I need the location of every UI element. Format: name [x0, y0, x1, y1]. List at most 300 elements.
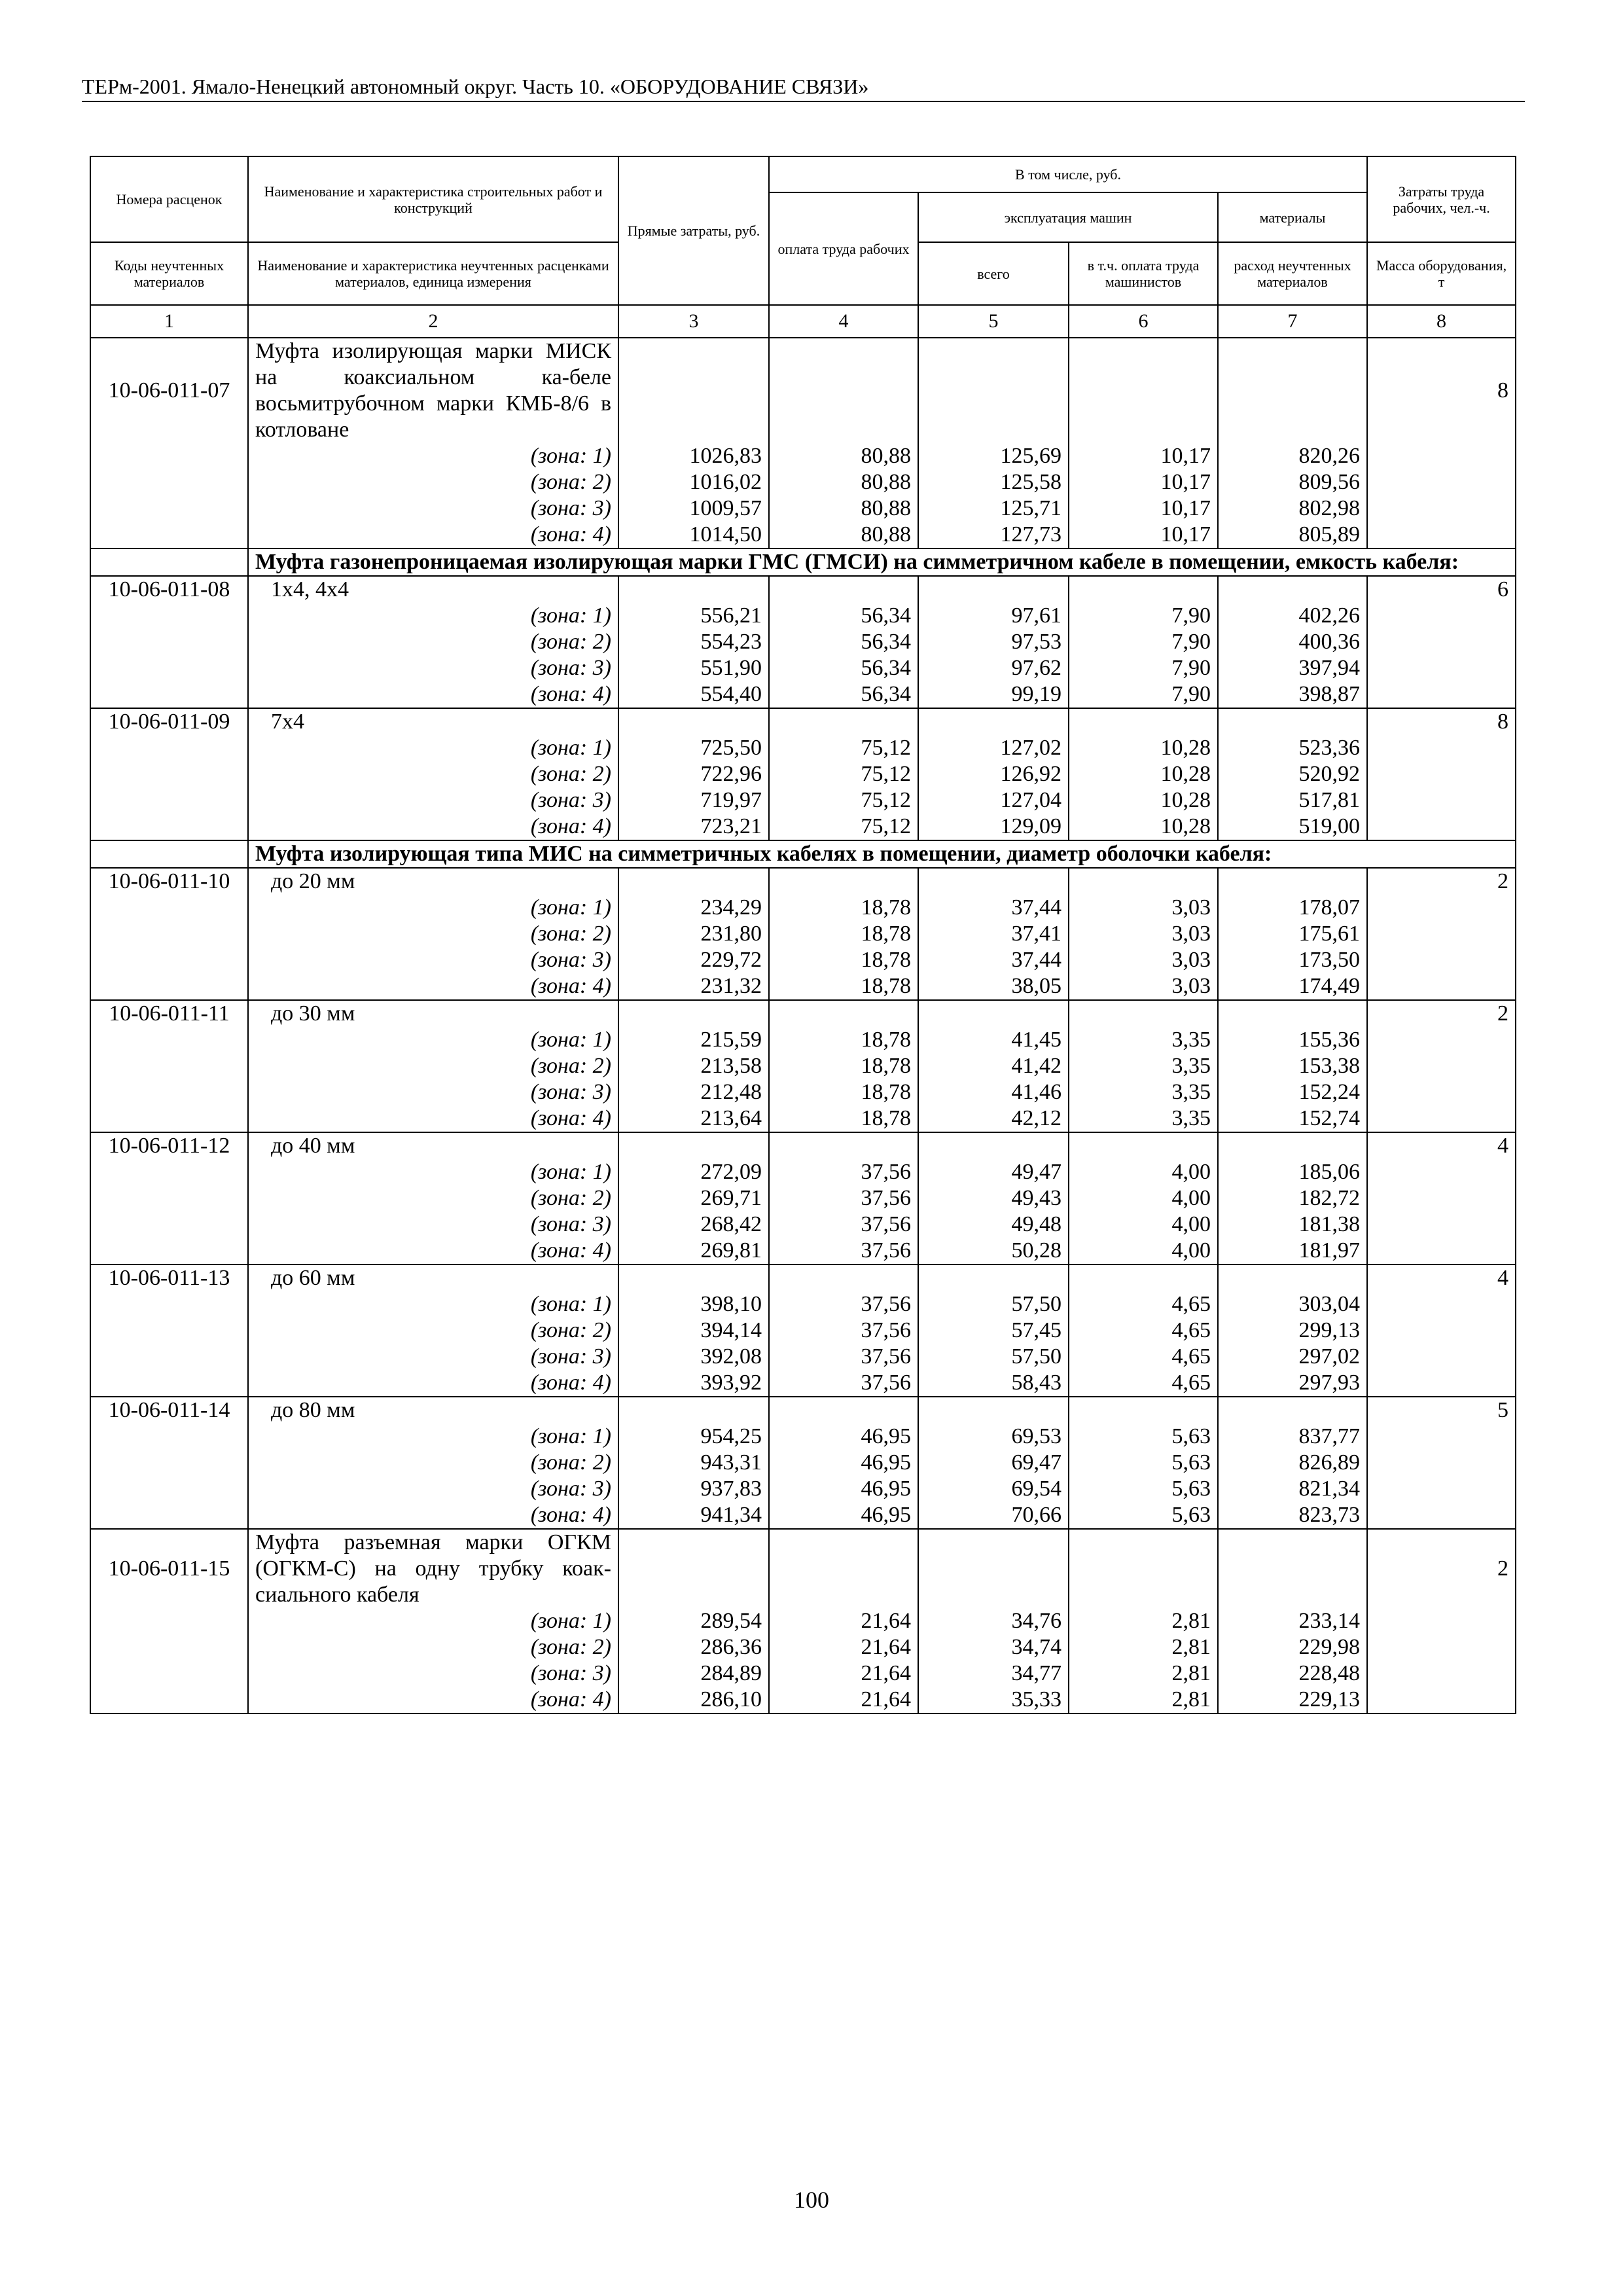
machines-total: 57,45	[918, 1318, 1069, 1344]
empty-cell	[769, 576, 918, 603]
zone-label: (зона: 2)	[248, 1450, 618, 1476]
empty-cell	[90, 629, 248, 655]
machines-total: 41,46	[918, 1079, 1069, 1105]
workers-pay: 18,78	[769, 1027, 918, 1053]
table-row	[90, 1529, 1516, 1608]
materials-cost: 809,56	[1218, 469, 1367, 495]
empty-cell	[90, 787, 248, 814]
direct-costs: 393,92	[618, 1370, 769, 1397]
item-name: до 60 мм	[248, 1265, 618, 1291]
machinists-pay: 3,35	[1069, 1079, 1218, 1105]
labor-costs: 5	[1367, 1397, 1516, 1424]
empty-cell	[90, 1450, 248, 1476]
empty-cell	[1069, 1529, 1218, 1608]
section-spacer	[90, 840, 248, 868]
zone-row	[90, 1660, 1516, 1687]
empty-cell	[90, 761, 248, 787]
empty-cell	[769, 338, 918, 443]
workers-pay: 75,12	[769, 787, 918, 814]
item-name: Муфта разъемная марки ОГКМ (ОГКМ-С) на одну трубку коак-сиального кабеля	[248, 1529, 618, 1608]
machines-total: 41,42	[918, 1053, 1069, 1079]
header-work-name: Наименование и характеристика строительных работ и конструкций	[248, 156, 618, 242]
machinists-pay: 3,35	[1069, 1027, 1218, 1053]
machinists-pay: 3,35	[1069, 1105, 1218, 1132]
zone-row	[90, 735, 1516, 761]
workers-pay: 37,56	[769, 1211, 918, 1238]
zone-row	[90, 1450, 1516, 1476]
item-name: до 30 мм	[248, 1000, 618, 1027]
labor-costs: 2	[1367, 1000, 1516, 1027]
machinists-pay: 5,63	[1069, 1424, 1218, 1450]
empty-cell	[1367, 522, 1516, 548]
empty-cell	[918, 1000, 1069, 1027]
rate-code: 10-06-011-08	[90, 576, 248, 603]
item-name: до 20 мм	[248, 868, 618, 895]
machinists-pay: 3,03	[1069, 921, 1218, 947]
labor-costs: 6	[1367, 576, 1516, 603]
labor-costs: 2	[1367, 868, 1516, 895]
machines-total: 129,09	[918, 814, 1069, 840]
zone-row	[90, 973, 1516, 1000]
empty-cell	[1367, 1660, 1516, 1687]
machinists-pay: 10,28	[1069, 735, 1218, 761]
rate-code: 10-06-011-09	[90, 708, 248, 735]
column-number: 8	[1367, 305, 1516, 338]
workers-pay: 75,12	[769, 735, 918, 761]
empty-cell	[1218, 1397, 1367, 1424]
column-number: 2	[248, 305, 618, 338]
section-row	[90, 548, 1516, 576]
machinists-pay: 10,17	[1069, 469, 1218, 495]
direct-costs: 284,89	[618, 1660, 769, 1687]
machinists-pay: 7,90	[1069, 629, 1218, 655]
materials-cost: 233,14	[1218, 1608, 1367, 1634]
machinists-pay: 2,81	[1069, 1608, 1218, 1634]
machines-total: 35,33	[918, 1687, 1069, 1713]
empty-cell	[90, 921, 248, 947]
zone-row	[90, 1608, 1516, 1634]
machines-total: 69,53	[918, 1424, 1069, 1450]
item-name: до 40 мм	[248, 1132, 618, 1159]
zone-label: (зона: 3)	[248, 787, 618, 814]
machines-total: 127,04	[918, 787, 1069, 814]
materials-cost: 821,34	[1218, 1476, 1367, 1502]
labor-costs: 2	[1367, 1529, 1516, 1608]
empty-cell	[918, 1265, 1069, 1291]
empty-cell	[1367, 1159, 1516, 1185]
empty-cell	[1367, 1424, 1516, 1450]
workers-pay: 21,64	[769, 1687, 918, 1713]
zone-label: (зона: 4)	[248, 1238, 618, 1265]
zone-row	[90, 1211, 1516, 1238]
machines-total: 69,47	[918, 1450, 1069, 1476]
workers-pay: 37,56	[769, 1238, 918, 1265]
zone-label: (зона: 4)	[248, 522, 618, 548]
zone-label: (зона: 1)	[248, 1159, 618, 1185]
empty-cell	[618, 868, 769, 895]
zone-label: (зона: 3)	[248, 495, 618, 522]
empty-cell	[1367, 1634, 1516, 1660]
rate-code: 10-06-011-07	[90, 338, 248, 443]
table-row	[90, 1132, 1516, 1159]
materials-cost: 228,48	[1218, 1660, 1367, 1687]
zone-row	[90, 1634, 1516, 1660]
empty-cell	[618, 1397, 769, 1424]
workers-pay: 37,56	[769, 1185, 918, 1211]
empty-cell	[1367, 1291, 1516, 1318]
materials-cost: 398,87	[1218, 681, 1367, 708]
workers-pay: 18,78	[769, 1079, 918, 1105]
machinists-pay: 5,63	[1069, 1450, 1218, 1476]
empty-cell	[1367, 1105, 1516, 1132]
machines-total: 57,50	[918, 1344, 1069, 1370]
materials-cost: 802,98	[1218, 495, 1367, 522]
empty-cell	[618, 1265, 769, 1291]
zone-row	[90, 1502, 1516, 1529]
zone-row	[90, 1424, 1516, 1450]
header-direct-costs: Прямые затраты, руб.	[618, 156, 769, 305]
empty-cell	[90, 522, 248, 548]
item-name: 1x4, 4x4	[248, 576, 618, 603]
zone-row	[90, 1159, 1516, 1185]
materials-cost: 173,50	[1218, 947, 1367, 973]
section-row	[90, 840, 1516, 868]
column-numbers-row	[90, 305, 1516, 338]
empty-cell	[90, 1344, 248, 1370]
empty-cell	[1367, 1344, 1516, 1370]
zone-row	[90, 947, 1516, 973]
materials-cost: 402,26	[1218, 603, 1367, 629]
machinists-pay: 5,63	[1069, 1502, 1218, 1529]
empty-cell	[1367, 1687, 1516, 1713]
empty-cell	[1367, 655, 1516, 681]
empty-cell	[769, 1265, 918, 1291]
header-unaccounted-usage: расход неучтенных материалов	[1218, 242, 1367, 305]
table-row	[90, 708, 1516, 735]
zone-row	[90, 495, 1516, 522]
empty-cell	[1218, 708, 1367, 735]
workers-pay: 18,78	[769, 1053, 918, 1079]
table-row	[90, 1000, 1516, 1027]
empty-cell	[90, 814, 248, 840]
zone-label: (зона: 1)	[248, 1027, 618, 1053]
empty-cell	[90, 1476, 248, 1502]
materials-cost: 297,93	[1218, 1370, 1367, 1397]
workers-pay: 56,34	[769, 681, 918, 708]
machinists-pay: 4,65	[1069, 1291, 1218, 1318]
direct-costs: 554,40	[618, 681, 769, 708]
zone-row	[90, 443, 1516, 469]
direct-costs: 554,23	[618, 629, 769, 655]
machinists-pay: 10,28	[1069, 787, 1218, 814]
workers-pay: 80,88	[769, 522, 918, 548]
empty-cell	[618, 1529, 769, 1608]
empty-cell	[90, 1318, 248, 1344]
empty-cell	[618, 708, 769, 735]
empty-cell	[769, 708, 918, 735]
zone-row	[90, 1185, 1516, 1211]
zone-row	[90, 655, 1516, 681]
empty-cell	[90, 681, 248, 708]
empty-cell	[90, 1159, 248, 1185]
direct-costs: 213,64	[618, 1105, 769, 1132]
zone-label: (зона: 2)	[248, 921, 618, 947]
empty-cell	[90, 1053, 248, 1079]
workers-pay: 46,95	[769, 1476, 918, 1502]
zone-row	[90, 787, 1516, 814]
empty-cell	[90, 1291, 248, 1318]
empty-cell	[1367, 787, 1516, 814]
zone-label: (зона: 4)	[248, 681, 618, 708]
machines-total: 127,02	[918, 735, 1069, 761]
empty-cell	[1367, 681, 1516, 708]
materials-cost: 181,38	[1218, 1211, 1367, 1238]
empty-cell	[618, 338, 769, 443]
empty-cell	[1367, 629, 1516, 655]
workers-pay: 21,64	[769, 1660, 918, 1687]
empty-cell	[1218, 868, 1367, 895]
header-rate-numbers: Номера расценок	[90, 156, 248, 242]
machinists-pay: 4,65	[1069, 1318, 1218, 1344]
zone-row	[90, 681, 1516, 708]
workers-pay: 37,56	[769, 1318, 918, 1344]
zone-label: (зона: 3)	[248, 1211, 618, 1238]
zone-label: (зона: 2)	[248, 629, 618, 655]
machines-total: 34,74	[918, 1634, 1069, 1660]
machines-total: 34,77	[918, 1660, 1069, 1687]
empty-cell	[90, 655, 248, 681]
workers-pay: 56,34	[769, 655, 918, 681]
workers-pay: 18,78	[769, 973, 918, 1000]
machinists-pay: 10,17	[1069, 495, 1218, 522]
empty-cell	[90, 1608, 248, 1634]
materials-cost: 299,13	[1218, 1318, 1367, 1344]
machines-total: 126,92	[918, 761, 1069, 787]
workers-pay: 18,78	[769, 921, 918, 947]
zone-row	[90, 1053, 1516, 1079]
empty-cell	[90, 603, 248, 629]
zone-label: (зона: 3)	[248, 947, 618, 973]
empty-cell	[1367, 1318, 1516, 1344]
empty-cell	[1367, 921, 1516, 947]
zone-row	[90, 1238, 1516, 1265]
zone-label: (зона: 4)	[248, 814, 618, 840]
empty-cell	[918, 1132, 1069, 1159]
materials-cost: 397,94	[1218, 655, 1367, 681]
empty-cell	[90, 1238, 248, 1265]
labor-costs: 4	[1367, 1265, 1516, 1291]
empty-cell	[918, 1397, 1069, 1424]
empty-cell	[1218, 1529, 1367, 1608]
direct-costs: 1016,02	[618, 469, 769, 495]
machines-total: 125,58	[918, 469, 1069, 495]
materials-cost: 175,61	[1218, 921, 1367, 947]
rate-code: 10-06-011-14	[90, 1397, 248, 1424]
empty-cell	[1218, 1132, 1367, 1159]
empty-cell	[90, 947, 248, 973]
header-labor-costs: Затраты труда рабочих, чел.-ч.	[1367, 156, 1516, 242]
machinists-pay: 10,17	[1069, 443, 1218, 469]
empty-cell	[1069, 1397, 1218, 1424]
zone-label: (зона: 2)	[248, 1053, 618, 1079]
direct-costs: 398,10	[618, 1291, 769, 1318]
empty-cell	[1367, 1238, 1516, 1265]
item-name: 7x4	[248, 708, 618, 735]
empty-cell	[1069, 708, 1218, 735]
empty-cell	[918, 1529, 1069, 1608]
empty-cell	[1367, 814, 1516, 840]
direct-costs: 289,54	[618, 1608, 769, 1634]
table-header	[90, 156, 1516, 338]
zone-row	[90, 1687, 1516, 1713]
materials-cost: 229,98	[1218, 1634, 1367, 1660]
empty-cell	[90, 1660, 248, 1687]
materials-cost: 229,13	[1218, 1687, 1367, 1713]
empty-cell	[1069, 1265, 1218, 1291]
materials-cost: 837,77	[1218, 1424, 1367, 1450]
empty-cell	[1367, 947, 1516, 973]
header-equipment-mass: Масса оборудования, т	[1367, 242, 1516, 305]
materials-cost: 303,04	[1218, 1291, 1367, 1318]
empty-cell	[90, 1502, 248, 1529]
empty-cell	[90, 1370, 248, 1397]
machinists-pay: 10,17	[1069, 522, 1218, 548]
direct-costs: 231,32	[618, 973, 769, 1000]
direct-costs: 269,71	[618, 1185, 769, 1211]
materials-cost: 520,92	[1218, 761, 1367, 787]
machines-total: 38,05	[918, 973, 1069, 1000]
empty-cell	[1069, 868, 1218, 895]
machinists-pay: 10,28	[1069, 761, 1218, 787]
empty-cell	[1069, 1132, 1218, 1159]
machines-total: 69,54	[918, 1476, 1069, 1502]
empty-cell	[1218, 338, 1367, 443]
header-unaccounted-codes: Коды неучтенных материалов	[90, 242, 248, 305]
header-incl-machinists: в т.ч. оплата труда машинистов	[1069, 242, 1218, 305]
zone-label: (зона: 1)	[248, 1291, 618, 1318]
machinists-pay: 4,00	[1069, 1238, 1218, 1265]
direct-costs: 234,29	[618, 895, 769, 921]
empty-cell	[769, 1000, 918, 1027]
zone-row	[90, 522, 1516, 548]
empty-cell	[1069, 1000, 1218, 1027]
zone-label: (зона: 1)	[248, 1424, 618, 1450]
machinists-pay: 7,90	[1069, 603, 1218, 629]
empty-cell	[1367, 973, 1516, 1000]
empty-cell	[1367, 735, 1516, 761]
zone-label: (зона: 3)	[248, 655, 618, 681]
empty-cell	[618, 1132, 769, 1159]
empty-cell	[90, 1185, 248, 1211]
rate-code: 10-06-011-11	[90, 1000, 248, 1027]
item-name: Муфта изолирующая марки МИСК на коаксиальном ка-беле восьмитрубочном марки КМБ-8/6 в котловане	[248, 338, 618, 443]
zone-label: (зона: 3)	[248, 1660, 618, 1687]
empty-cell	[90, 973, 248, 1000]
empty-cell	[1367, 1476, 1516, 1502]
empty-cell	[90, 1105, 248, 1132]
workers-pay: 80,88	[769, 443, 918, 469]
rates-table	[90, 156, 1516, 1714]
direct-costs: 941,34	[618, 1502, 769, 1529]
empty-cell	[1367, 1053, 1516, 1079]
empty-cell	[1367, 1211, 1516, 1238]
workers-pay: 46,95	[769, 1502, 918, 1529]
empty-cell	[90, 1687, 248, 1713]
zone-row	[90, 1105, 1516, 1132]
header-materials: материалы	[1218, 192, 1367, 242]
empty-cell	[618, 576, 769, 603]
zone-row	[90, 921, 1516, 947]
machines-total: 97,61	[918, 603, 1069, 629]
page-number: 100	[794, 2187, 829, 2213]
direct-costs: 272,09	[618, 1159, 769, 1185]
empty-cell	[1367, 1185, 1516, 1211]
rate-code: 10-06-011-10	[90, 868, 248, 895]
machinists-pay: 3,03	[1069, 973, 1218, 1000]
rate-code: 10-06-011-15	[90, 1529, 248, 1608]
empty-cell	[90, 443, 248, 469]
column-number: 6	[1069, 305, 1218, 338]
workers-pay: 46,95	[769, 1450, 918, 1476]
zone-label: (зона: 3)	[248, 1079, 618, 1105]
direct-costs: 215,59	[618, 1027, 769, 1053]
machinists-pay: 3,03	[1069, 947, 1218, 973]
empty-cell	[769, 1397, 918, 1424]
zone-row	[90, 1079, 1516, 1105]
machinists-pay: 2,81	[1069, 1634, 1218, 1660]
machinists-pay: 4,00	[1069, 1211, 1218, 1238]
materials-cost: 178,07	[1218, 895, 1367, 921]
direct-costs: 212,48	[618, 1079, 769, 1105]
empty-cell	[1367, 1608, 1516, 1634]
empty-cell	[90, 735, 248, 761]
workers-pay: 56,34	[769, 603, 918, 629]
zone-row	[90, 1344, 1516, 1370]
direct-costs: 268,42	[618, 1211, 769, 1238]
zone-label: (зона: 1)	[248, 735, 618, 761]
direct-costs: 213,58	[618, 1053, 769, 1079]
header-workers-pay: оплата труда рабочих	[769, 192, 918, 305]
column-number: 7	[1218, 305, 1367, 338]
zone-label: (зона: 4)	[248, 1370, 618, 1397]
materials-cost: 155,36	[1218, 1027, 1367, 1053]
empty-cell	[918, 338, 1069, 443]
workers-pay: 75,12	[769, 761, 918, 787]
machinists-pay: 2,81	[1069, 1687, 1218, 1713]
header-including: В том числе, руб.	[769, 156, 1367, 192]
workers-pay: 80,88	[769, 495, 918, 522]
direct-costs: 231,80	[618, 921, 769, 947]
empty-cell	[918, 708, 1069, 735]
materials-cost: 519,00	[1218, 814, 1367, 840]
empty-cell	[769, 1132, 918, 1159]
section-spacer	[90, 548, 248, 576]
empty-cell	[769, 868, 918, 895]
column-number: 1	[90, 305, 248, 338]
workers-pay: 21,64	[769, 1608, 918, 1634]
empty-cell	[1367, 1079, 1516, 1105]
materials-cost: 185,06	[1218, 1159, 1367, 1185]
workers-pay: 37,56	[769, 1344, 918, 1370]
direct-costs: 269,81	[618, 1238, 769, 1265]
materials-cost: 400,36	[1218, 629, 1367, 655]
labor-costs: 8	[1367, 708, 1516, 735]
machines-total: 49,43	[918, 1185, 1069, 1211]
workers-pay: 21,64	[769, 1634, 918, 1660]
table-row	[90, 1397, 1516, 1424]
workers-pay: 56,34	[769, 629, 918, 655]
machines-total: 49,47	[918, 1159, 1069, 1185]
